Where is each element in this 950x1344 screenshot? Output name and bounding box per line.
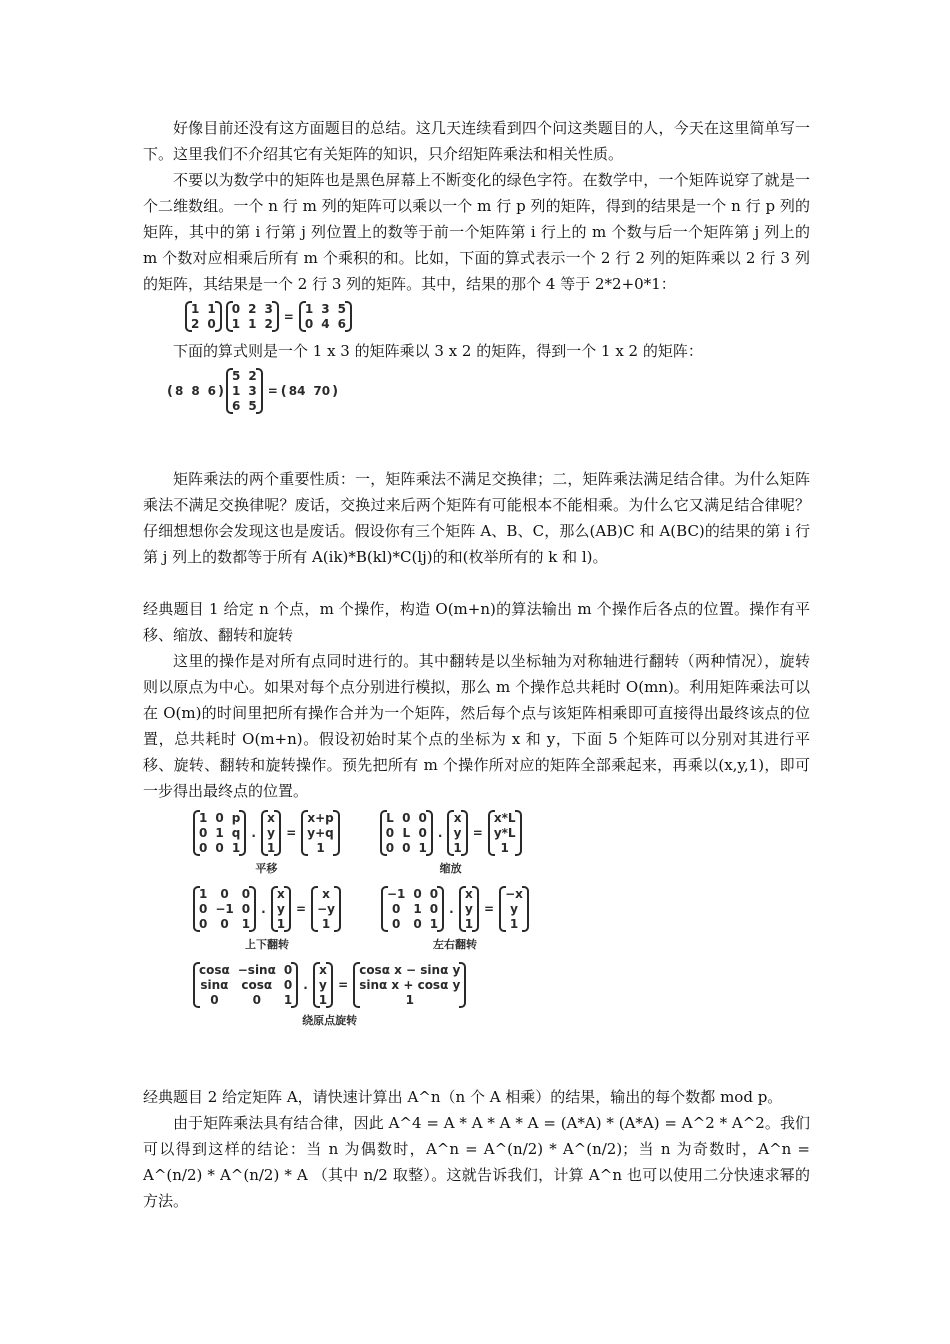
point-vector: [459, 886, 479, 932]
matrix-cell: 2: [248, 302, 257, 316]
point-vector: [447, 810, 467, 856]
matrix-cell: 1: [464, 917, 474, 931]
dot-operator: .: [449, 902, 454, 916]
matrix-cell: y: [464, 902, 473, 916]
matrix-cell: 0: [392, 917, 401, 931]
matrix-cell: 1: [318, 993, 328, 1007]
point-vector: [313, 962, 333, 1008]
point-vector: [271, 886, 291, 932]
matrix-cell: 1: [304, 302, 314, 316]
equals-sign: =: [283, 309, 294, 324]
vector-cell: 70: [313, 384, 331, 398]
equation-1x3-times-3x2: ( 8 8 6 ) 5 2 1 3 6 5 = ( 84 70 ): [167, 369, 339, 413]
matrix-cell: 1: [248, 317, 257, 331]
matrix-cell: 3: [321, 302, 330, 316]
matrix-cell: L: [402, 826, 411, 840]
matrix-cell: 1: [231, 317, 241, 331]
transform-matrix: [193, 810, 246, 856]
matrix-cell: 0: [413, 917, 422, 931]
matrix-cell: 0: [199, 917, 208, 931]
matrix-cell: 0: [199, 841, 208, 855]
transform-figure: [378, 810, 524, 876]
matrix-cell: cosα: [199, 963, 230, 977]
matrix-cell: 0: [429, 902, 439, 916]
matrix-cell: cosα x − sinα y: [359, 963, 461, 977]
matrix-a: [185, 301, 222, 332]
matrix-cell: sinα: [200, 978, 229, 992]
matrix-cell: 0: [402, 811, 411, 825]
matrix-cell: 3: [264, 302, 273, 316]
matrix-cell: 0: [418, 811, 427, 825]
matrix-cell: 1: [231, 841, 241, 855]
matrix-cell: x: [319, 963, 327, 977]
matrix-cell: 0: [231, 302, 241, 316]
matrix-cell: x: [276, 887, 285, 901]
row-vector-a: [173, 384, 218, 398]
matrix-cell: −y: [317, 902, 335, 916]
matrix-cell: y: [267, 826, 275, 840]
figure-row: [191, 962, 810, 1028]
matrix-cell: 5: [248, 399, 257, 413]
transform-matrix: [193, 962, 298, 1008]
example-2-body: 由于矩阵乘法具有结合律，因此 A^4 = A * A * A * A = (A*A) * (A*A) = A^2 * A^2。我们可以得到这样的结论：当 n 为偶数时，A^n = A^(n/2) * A^(n/2)；当 n 为奇数时，A^n = A^(n/2) * A^(n/2) * A （其中 n/2 取整）。这就告诉我们，计算 A^n 也可以使用二分快速求幂的方法。: [143, 1114, 810, 1210]
matrix-cell: y+q: [307, 826, 334, 840]
matrix-cell: 1: [453, 841, 462, 855]
matrix-cell: 0: [241, 902, 251, 916]
vector-cell: 6: [207, 384, 217, 398]
matrix-cell: 0: [210, 993, 219, 1007]
matrix-cell: L: [386, 811, 394, 825]
matrix-cell: y: [510, 902, 518, 916]
equation-2x2-times-2x3: [183, 301, 810, 332]
figure-row: [191, 886, 810, 952]
matrix-cell: 1: [509, 917, 519, 931]
transform-figure: [191, 810, 342, 876]
matrix-cell: 1: [500, 841, 509, 855]
matrix-cell: 0: [385, 826, 395, 840]
figure-row: [191, 810, 810, 876]
result-vector: [353, 962, 466, 1008]
dot-operator: .: [437, 826, 443, 840]
equals-sign: =: [484, 902, 495, 916]
matrix-cell: 0: [241, 887, 251, 901]
matrix-cell: x: [322, 887, 330, 901]
result-vector: [499, 886, 529, 932]
matrix-cell: 2: [248, 369, 257, 383]
transform-figure: [379, 886, 531, 952]
matrix-cell: 3: [248, 384, 257, 398]
matrix-cell: 1: [316, 841, 325, 855]
equals-sign: =: [472, 826, 483, 840]
matrix-cell: 5: [231, 369, 241, 383]
example-2-title: 经典题目 2 给定矩阵 A，请快速计算出 A^n（n 个 A 相乘）的结果，输出的每个数都 mod p。: [143, 1088, 783, 1106]
matrix-cell: 0: [220, 887, 229, 901]
equals-sign: =: [267, 384, 278, 398]
figure-caption: 缩放: [439, 862, 462, 875]
dot-operator: .: [303, 978, 308, 992]
matrix-cell: 0: [207, 317, 216, 331]
matrix-cell: y: [453, 826, 462, 840]
matrix-cell: 0: [220, 917, 229, 931]
matrix-cell: x*L: [493, 811, 516, 825]
matrix-cell: 0: [199, 826, 208, 840]
matrix-cell: 0: [199, 902, 208, 916]
matrix-cell: 1: [207, 302, 216, 316]
matrix-cell: cosα: [241, 978, 273, 992]
figure-caption: 平移: [255, 862, 278, 875]
intro-paragraph-2: 不要以为数学中的矩阵也是黑色屏幕上不断变化的绿色字符。在数学中，一个矩阵说穿了就是一个二维数组。一个 n 行 m 列的矩阵可以乘以一个 m 行 p 列的矩阵，得到的结果是一个 n 行 p 列的矩阵，其中的第 i 行第 j 列位置上的数等于前一个矩阵第 i 行上的 m 个数与后一个矩阵第 j 列上的 m 个数对应相乘后所有 m 个乘积的和。比如，下面的算式表示一个 2 行 2 列的矩阵乘以 2 行 3 列的矩阵，其结果是一个 2 行 3 列的矩阵。其中，结果的那个 4 等于 2*2+0*1：: [143, 171, 810, 293]
matrix-cell: x: [267, 811, 275, 825]
transform-figure: [191, 962, 468, 1028]
vector-cell: 84: [288, 384, 306, 398]
properties-paragraph: 矩阵乘法的两个重要性质：一，矩阵乘法不满足交换律；二，矩阵乘法满足结合律。为什么矩阵乘法不满足交换律呢？废话，交换过来后两个矩阵有可能根本不能相乘。为什么它又满足结合律呢？仔细想想你会发现这也是废话。假设你有三个矩阵 A、B、C，那么(AB)C 和 A(BC)的结果的第 i 行第 j 列上的数都等于所有 A(ik)*B(kl)*C(lj)的和(枚举所有的 k 和 l)。: [143, 470, 810, 566]
transform-equation: [378, 810, 524, 856]
matrix-cell: 0: [402, 841, 411, 855]
figure-caption: 上下翻转: [245, 938, 289, 951]
intro-paragraph-1: 好像目前还没有这方面题目的总结。这几天连续看到四个问这类题目的人，今天在这里简单写一下。这里我们不介绍其它有关矩阵的知识，只介绍矩阵乘法和相关性质。: [143, 119, 810, 163]
matrix-cell: 1: [191, 302, 200, 316]
matrix-cell: 0: [283, 963, 293, 977]
matrix-cell: 2: [191, 317, 200, 331]
document-page: [143, 115, 810, 1214]
dot-operator: .: [261, 902, 266, 916]
figure-caption: 左右翻转: [432, 938, 477, 951]
example-1-body: 这里的操作是对所有点同时进行的。其中翻转是以坐标轴为对称轴进行翻转（两种情况），旋转则以原点为中心。如果对每个点分别进行模拟，那么 m 个操作总共耗时 O(mn)。利用矩阵乘法可以在 O(m)的时间里把所有操作合并为一个矩阵，然后每个点与该矩阵相乘即可直接得出最终该点的位置，总共耗时 O(m+n)。假设初始时某个点的坐标为 x 和 y，下面 5 个矩阵可以分别对其进行平移、旋转、翻转和旋转操作。预先把所有 m 个操作所对应的矩阵全部乘起来，再乘以(x,y,1)，即可一步得出最终点的位置。: [143, 652, 810, 800]
matrix-b: [226, 368, 263, 414]
transform-matrix: [380, 810, 433, 856]
transform-equation: [191, 886, 343, 932]
equals-sign: =: [286, 826, 297, 840]
matrix-cell: 1: [199, 887, 208, 901]
point-vector: [261, 810, 281, 856]
matrix-cell: −1: [387, 887, 406, 901]
matrix-cell: 1: [231, 384, 241, 398]
matrix-b: [226, 301, 279, 332]
dot-operator: .: [251, 826, 256, 840]
equals-sign: =: [338, 978, 349, 992]
matrix-cell: 0: [418, 826, 427, 840]
matrix-cell: y: [276, 902, 285, 916]
matrix-cell: 0: [385, 841, 395, 855]
transform-figure: [191, 886, 343, 952]
matrix-cell: −1: [215, 902, 234, 916]
matrix-cell: y: [319, 978, 327, 992]
transform-equation: [191, 962, 468, 1008]
matrix-cell: 5: [337, 302, 346, 316]
matrix-cell: 1: [241, 917, 251, 931]
vector-cell: 8: [191, 384, 200, 398]
vector-cell: 8: [174, 384, 184, 398]
matrix-cell: y*L: [493, 826, 516, 840]
transform-figures: [143, 810, 810, 1028]
matrix-cell: 2: [264, 317, 273, 331]
matrix-cell: 1: [321, 917, 331, 931]
matrix-cell: 6: [337, 317, 346, 331]
equals-sign: =: [296, 902, 307, 916]
matrix-cell: x: [464, 887, 473, 901]
matrix-cell: q: [231, 826, 241, 840]
matrix-cell: 1: [405, 993, 414, 1007]
transform-equation: [379, 886, 531, 932]
matrix-cell: −sinα: [237, 963, 276, 977]
intro-paragraph-3: 下面的算式则是一个 1 x 3 的矩阵乘以 3 x 2 的矩阵，得到一个 1 x 2 的矩阵：: [173, 342, 703, 360]
matrix-cell: −x: [505, 887, 523, 901]
matrix-cell: 1: [215, 826, 224, 840]
matrix-cell: 0: [392, 902, 401, 916]
matrix-cell: x+p: [307, 811, 334, 825]
matrix-cell: p: [231, 811, 241, 825]
transform-matrix: [193, 886, 256, 932]
matrix-cell: 0: [283, 978, 293, 992]
matrix-cell: 1: [429, 917, 439, 931]
matrix-cell: 0: [215, 841, 224, 855]
matrix-cell: 0: [215, 811, 224, 825]
matrix-cell: 0: [252, 993, 261, 1007]
result-vector: [488, 810, 522, 856]
example-1-title: 经典题目 1 给定 n 个点，m 个操作，构造 O(m+n)的算法输出 m 个操作后各点的位置。操作有平移、缩放、翻转和旋转: [143, 600, 810, 644]
result-vector: [301, 810, 339, 856]
matrix-cell: 1: [413, 902, 422, 916]
figure-caption: 绕原点旋转: [302, 1014, 358, 1027]
transform-matrix: [381, 886, 444, 932]
transform-equation: [191, 810, 342, 856]
matrix-cell: 0: [413, 887, 422, 901]
matrix-cell: 4: [321, 317, 330, 331]
matrix-cell: 1: [199, 811, 208, 825]
matrix-cell: x: [453, 811, 462, 825]
matrix-cell: 0: [429, 887, 439, 901]
row-vector-result: [287, 384, 332, 398]
matrix-cell: 1: [283, 993, 293, 1007]
matrix-cell: 1: [418, 841, 427, 855]
matrix-cell: 1: [266, 841, 276, 855]
matrix-cell: 1: [276, 917, 286, 931]
matrix-cell: 0: [304, 317, 314, 331]
result-vector: [311, 886, 341, 932]
matrix-result: [299, 301, 352, 332]
matrix-cell: 6: [231, 399, 241, 413]
matrix-cell: sinα x + cosα y: [359, 978, 461, 992]
